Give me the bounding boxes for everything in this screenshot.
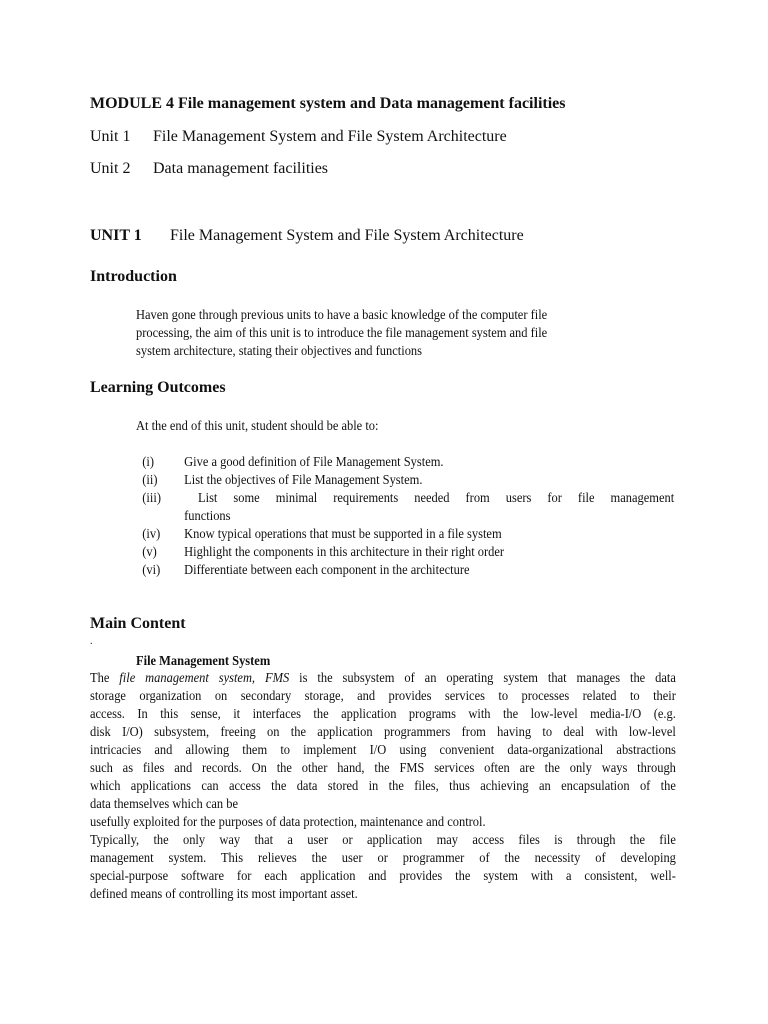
intro-line: system architecture, stating their objectives and functions xyxy=(136,343,423,358)
unit-heading xyxy=(90,227,524,245)
list-item-text: functions xyxy=(184,508,231,523)
unit-1-title: File Management System and File System Architecture xyxy=(153,128,507,145)
fms-paragraph-line: data themselves which can be xyxy=(90,796,239,811)
fms-paragraph-line: usefully exploited for the purposes of data protection, maintenance and control. xyxy=(90,814,486,829)
fms-term: file management system, FMS xyxy=(119,670,290,685)
list-item-text: List some minimal requirements needed from users for file management xyxy=(198,490,675,505)
fms-paragraph-line: which applications can access the data stored in the files, thus achieving an encapsulation of the xyxy=(90,778,676,793)
introduction-heading: Introduction xyxy=(90,268,177,285)
list-item-number: (vi) xyxy=(142,562,161,577)
fms-paragraph-line: such as files and records. On the other hand, the FMS services often are the only ways through xyxy=(90,760,676,775)
list-item-text: List the objectives of File Management System. xyxy=(184,472,423,487)
fms-subheading: File Management System xyxy=(136,653,271,668)
fms-paragraph-line: intricacies and allowing them to implement I/O using convenient data-organizational abstractions xyxy=(90,742,676,757)
list-item-text: Give a good definition of File Management System. xyxy=(184,454,444,469)
fms-paragraph-line: management system. This relieves the user or programmer of the necessity of developing xyxy=(90,850,676,865)
intro-line: Haven gone through previous units to have a basic knowledge of the computer file xyxy=(136,307,548,322)
list-item-number: (i) xyxy=(142,454,155,469)
fms-text: The xyxy=(90,670,120,685)
fms-paragraph-line: disk I/O) subsystem, freeing on the application programmers from having to deal with low-level xyxy=(90,724,676,739)
fms-first-line xyxy=(90,669,676,687)
unit-heading-label: UNIT 1 xyxy=(90,227,142,244)
fms-paragraph-line: storage organization on secondary storage, and provides services to processes related to their xyxy=(90,688,676,703)
unit-heading-title: File Management System and File System Architecture xyxy=(170,227,524,244)
list-item-number: (v) xyxy=(142,544,157,559)
main-content-heading: Main Content xyxy=(90,615,186,632)
unit-2-title: Data management facilities xyxy=(153,160,329,177)
unit-1-label: Unit 1 xyxy=(90,128,131,145)
fms-text: is the subsystem of an operating system that manages the data xyxy=(289,670,676,685)
introduction-paragraph xyxy=(136,306,547,360)
list-item-text: Highlight the components in this architecture in their right order xyxy=(184,544,505,559)
module-heading: MODULE 4 File management system and Data management facilities xyxy=(90,95,566,112)
fms-paragraph-line: Typically, the only way that a user or application may access files is through the file xyxy=(90,832,676,847)
list-item-text: Know typical operations that must be supported in a file system xyxy=(184,526,502,541)
list-item-number: (iii) xyxy=(142,490,161,505)
intro-line: processing, the aim of this unit is to introduce the file management system and file xyxy=(136,325,548,340)
list-item-number: (ii) xyxy=(142,472,158,487)
learning-outcomes-intro: At the end of this unit, student should be able to: xyxy=(136,418,379,433)
fms-paragraph-line: special-purpose software for each application and provides the system with a consistent, well- xyxy=(90,868,676,883)
list-item-number: (iv) xyxy=(142,526,161,541)
unit-2-entry xyxy=(90,160,328,178)
list-item-text: Differentiate between each component in the architecture xyxy=(184,562,470,577)
fms-paragraph-line: access. In this sense, it interfaces the application programs with the low-level media-I/O (e.g. xyxy=(90,706,676,721)
stray-dot: . xyxy=(90,636,93,647)
fms-paragraph-line: defined means of controlling its most important asset. xyxy=(90,886,358,901)
learning-outcomes-heading: Learning Outcomes xyxy=(90,379,226,396)
unit-2-label: Unit 2 xyxy=(90,160,131,177)
unit-1-entry xyxy=(90,128,507,146)
